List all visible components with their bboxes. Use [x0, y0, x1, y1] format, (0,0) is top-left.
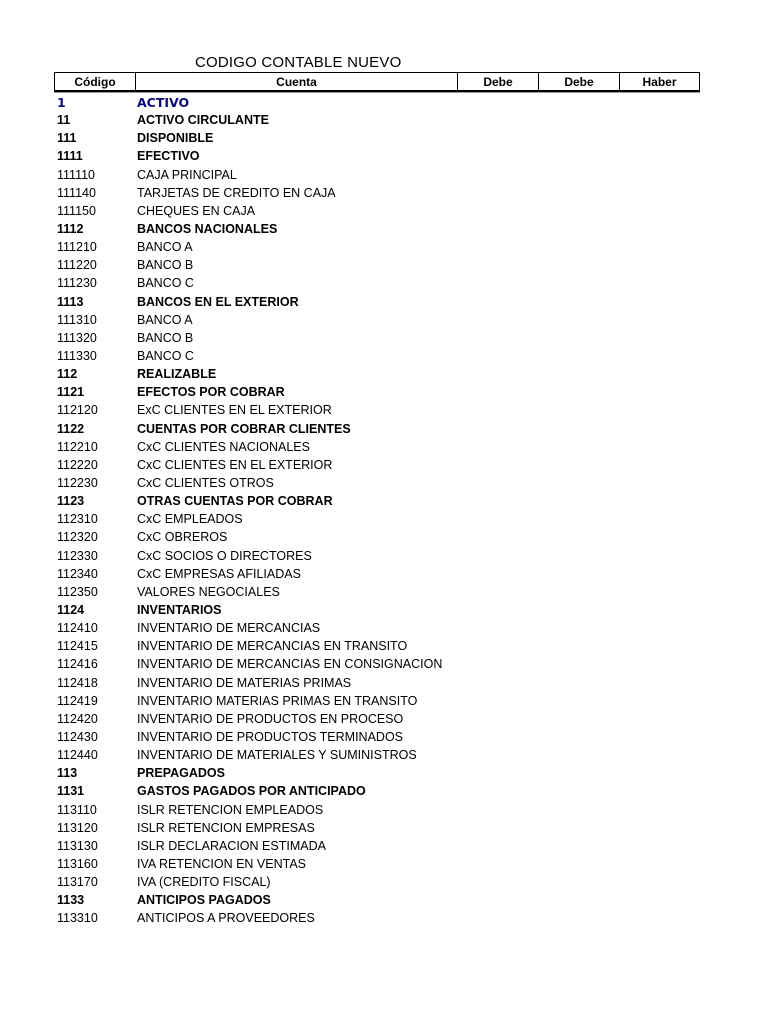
account-list [57, 93, 697, 927]
header-debe: Debe [458, 73, 539, 90]
account-code: 113160 [57, 856, 98, 871]
account-code: 1123 [57, 494, 85, 509]
account-code: 112210 [57, 439, 98, 454]
account-name: ANTICIPOS PAGADOS [137, 893, 271, 908]
account-name: INVENTARIO DE MERCANCIAS EN TRANSITO [137, 639, 408, 654]
table-row [57, 293, 697, 311]
account-name: CAJA PRINCIPAL [137, 167, 237, 182]
table-row [57, 601, 697, 619]
account-name: BANCO B [137, 330, 194, 345]
account-name: CxC CLIENTES OTROS [137, 476, 274, 491]
table-row [57, 909, 697, 927]
account-code: 113170 [57, 875, 98, 890]
account-name: GASTOS PAGADOS POR ANTICIPADO [137, 784, 366, 799]
account-name: BANCOS NACIONALES [137, 222, 278, 237]
table-row [57, 619, 697, 637]
account-code: 112418 [57, 675, 98, 690]
account-name: INVENTARIO MATERIAS PRIMAS EN TRANSITO [137, 693, 418, 708]
account-code: 113120 [57, 820, 98, 835]
account-name: ISLR RETENCION EMPRESAS [137, 820, 315, 835]
account-code: 112320 [57, 530, 98, 545]
table-row [57, 202, 697, 220]
account-name: REALIZABLE [137, 367, 217, 382]
table-row [57, 420, 697, 438]
table-row [57, 746, 697, 764]
table-row [57, 220, 697, 238]
table-row [57, 837, 697, 855]
account-code: 113 [57, 766, 78, 781]
account-code: 1131 [57, 784, 85, 799]
account-code: 113130 [57, 838, 98, 853]
table-row [57, 456, 697, 474]
account-code: 1112 [57, 222, 84, 237]
table-row [57, 710, 697, 728]
table-row [57, 728, 697, 746]
account-code: 112220 [57, 457, 98, 472]
table-row [57, 528, 697, 546]
account-name: BANCO A [137, 240, 193, 255]
account-code: 111330 [57, 349, 97, 364]
account-name: CxC SOCIOS O DIRECTORES [137, 548, 312, 563]
account-name: BANCOS EN EL EXTERIOR [137, 294, 299, 309]
account-name: EFECTOS POR COBRAR [137, 385, 285, 400]
table-row [57, 692, 697, 710]
table-row [57, 674, 697, 692]
account-name: INVENTARIO DE MERCANCIAS EN CONSIGNACION [137, 657, 443, 672]
account-name: CUENTAS POR COBRAR CLIENTES [137, 421, 351, 436]
account-name: CHEQUES EN CAJA [137, 203, 256, 218]
table-row [57, 800, 697, 818]
table-row [57, 819, 697, 837]
account-code: 112419 [57, 693, 98, 708]
account-code: 112440 [57, 748, 98, 763]
table-row [57, 855, 697, 873]
account-name: CxC OBREROS [137, 530, 228, 545]
table-row [57, 474, 697, 492]
account-code: 112416 [57, 657, 98, 672]
account-name: PREPAGADOS [137, 766, 225, 781]
table-row [57, 565, 697, 583]
table-row [57, 510, 697, 528]
account-code: 1133 [57, 893, 85, 908]
account-code: 111110 [57, 167, 96, 182]
account-code: 111 [57, 131, 77, 146]
table-row [57, 329, 697, 347]
table-row [57, 383, 697, 401]
table-row [57, 891, 697, 909]
account-name: INVENTARIO DE MERCANCIAS [137, 621, 321, 636]
header-debe-2: Debe [539, 73, 620, 90]
account-code: 112330 [57, 548, 98, 563]
account-code: 11 [57, 113, 71, 128]
header-haber: Haber [642, 74, 677, 89]
account-code: 1111 [57, 149, 83, 164]
account-code: 1 [57, 94, 66, 110]
account-name: ISLR DECLARACION ESTIMADA [137, 838, 326, 853]
table-row [57, 347, 697, 365]
account-name: INVENTARIO DE MATERIALES Y SUMINISTROS [137, 748, 417, 763]
account-name: ACTIVO CIRCULANTE [137, 113, 269, 128]
table-row [57, 184, 697, 202]
table-row [57, 764, 697, 782]
account-name: INVENTARIO DE PRODUCTOS TERMINADOS [137, 729, 404, 744]
account-name: CxC EMPLEADOS [137, 512, 243, 527]
account-name: DISPONIBLE [137, 131, 214, 146]
account-name: BANCO A [137, 312, 193, 327]
account-name: EFECTIVO [137, 149, 200, 164]
table-row [57, 129, 697, 147]
table-row [57, 492, 697, 510]
account-name: CxC CLIENTES NACIONALES [137, 439, 310, 454]
account-code: 113310 [57, 911, 98, 926]
account-code: 112350 [57, 584, 98, 599]
account-name: BANCO C [137, 276, 194, 291]
account-name: OTRAS CUENTAS POR COBRAR [137, 494, 333, 509]
account-code: 111210 [57, 240, 97, 255]
account-code: 111230 [57, 276, 97, 291]
table-row [57, 311, 697, 329]
table-row [57, 583, 697, 601]
header-codigo: Código [55, 73, 136, 90]
account-name: INVENTARIO DE MATERIAS PRIMAS [137, 675, 352, 690]
account-name: ExC CLIENTES EN EL EXTERIOR [137, 403, 332, 418]
table-row [57, 147, 697, 165]
account-code: 112415 [57, 639, 98, 654]
account-name: BANCO C [137, 349, 194, 364]
account-code: 112120 [57, 403, 98, 418]
account-code: 112310 [57, 512, 98, 527]
account-code: 112 [57, 367, 78, 382]
table-row [57, 782, 697, 800]
table-row [57, 655, 697, 673]
account-code: 112430 [57, 729, 98, 744]
account-name: BANCO B [137, 258, 194, 273]
table-row [57, 873, 697, 891]
account-code: 112410 [57, 621, 98, 636]
account-code: 111140 [57, 185, 96, 200]
account-name: ANTICIPOS A PROVEEDORES [137, 911, 315, 926]
account-name: TARJETAS DE CREDITO EN CAJA [137, 185, 336, 200]
account-name: CxC EMPRESAS AFILIADAS [137, 566, 301, 581]
table-row [57, 637, 697, 655]
table-row [57, 256, 697, 274]
header-cuenta: Cuenta [136, 73, 458, 90]
document-title: CODIGO CONTABLE NUEVO [195, 54, 402, 71]
table-row [57, 111, 697, 129]
account-code: 112420 [57, 711, 98, 726]
account-code: 111310 [57, 312, 97, 327]
account-name: IVA RETENCION EN VENTAS [137, 856, 307, 871]
account-name: ISLR RETENCION EMPLEADOS [137, 802, 324, 817]
table-row [57, 365, 697, 383]
account-name: ACTIVO [137, 94, 190, 110]
account-code: 1113 [57, 294, 84, 309]
table-row [57, 93, 697, 111]
account-name: VALORES NEGOCIALES [137, 584, 280, 599]
account-code: 111220 [57, 258, 97, 273]
table-row [57, 274, 697, 292]
table-header [54, 72, 700, 92]
table-row [57, 401, 697, 419]
account-code: 111150 [57, 203, 96, 218]
table-row [57, 166, 697, 184]
account-code: 112230 [57, 476, 98, 491]
account-name: CxC CLIENTES EN EL EXTERIOR [137, 457, 333, 472]
account-name: INVENTARIO DE PRODUCTOS EN PROCESO [137, 711, 404, 726]
table-row [57, 547, 697, 565]
account-code: 1121 [57, 385, 85, 400]
account-name: IVA (CREDITO FISCAL) [137, 875, 271, 890]
account-code: 1122 [57, 421, 85, 436]
account-code: 111320 [57, 330, 97, 345]
account-name: INVENTARIOS [137, 603, 222, 617]
table-row [57, 438, 697, 456]
account-code: 113110 [57, 802, 97, 817]
account-code: 1124 [57, 603, 85, 617]
table-row [57, 238, 697, 256]
account-code: 112340 [57, 566, 98, 581]
